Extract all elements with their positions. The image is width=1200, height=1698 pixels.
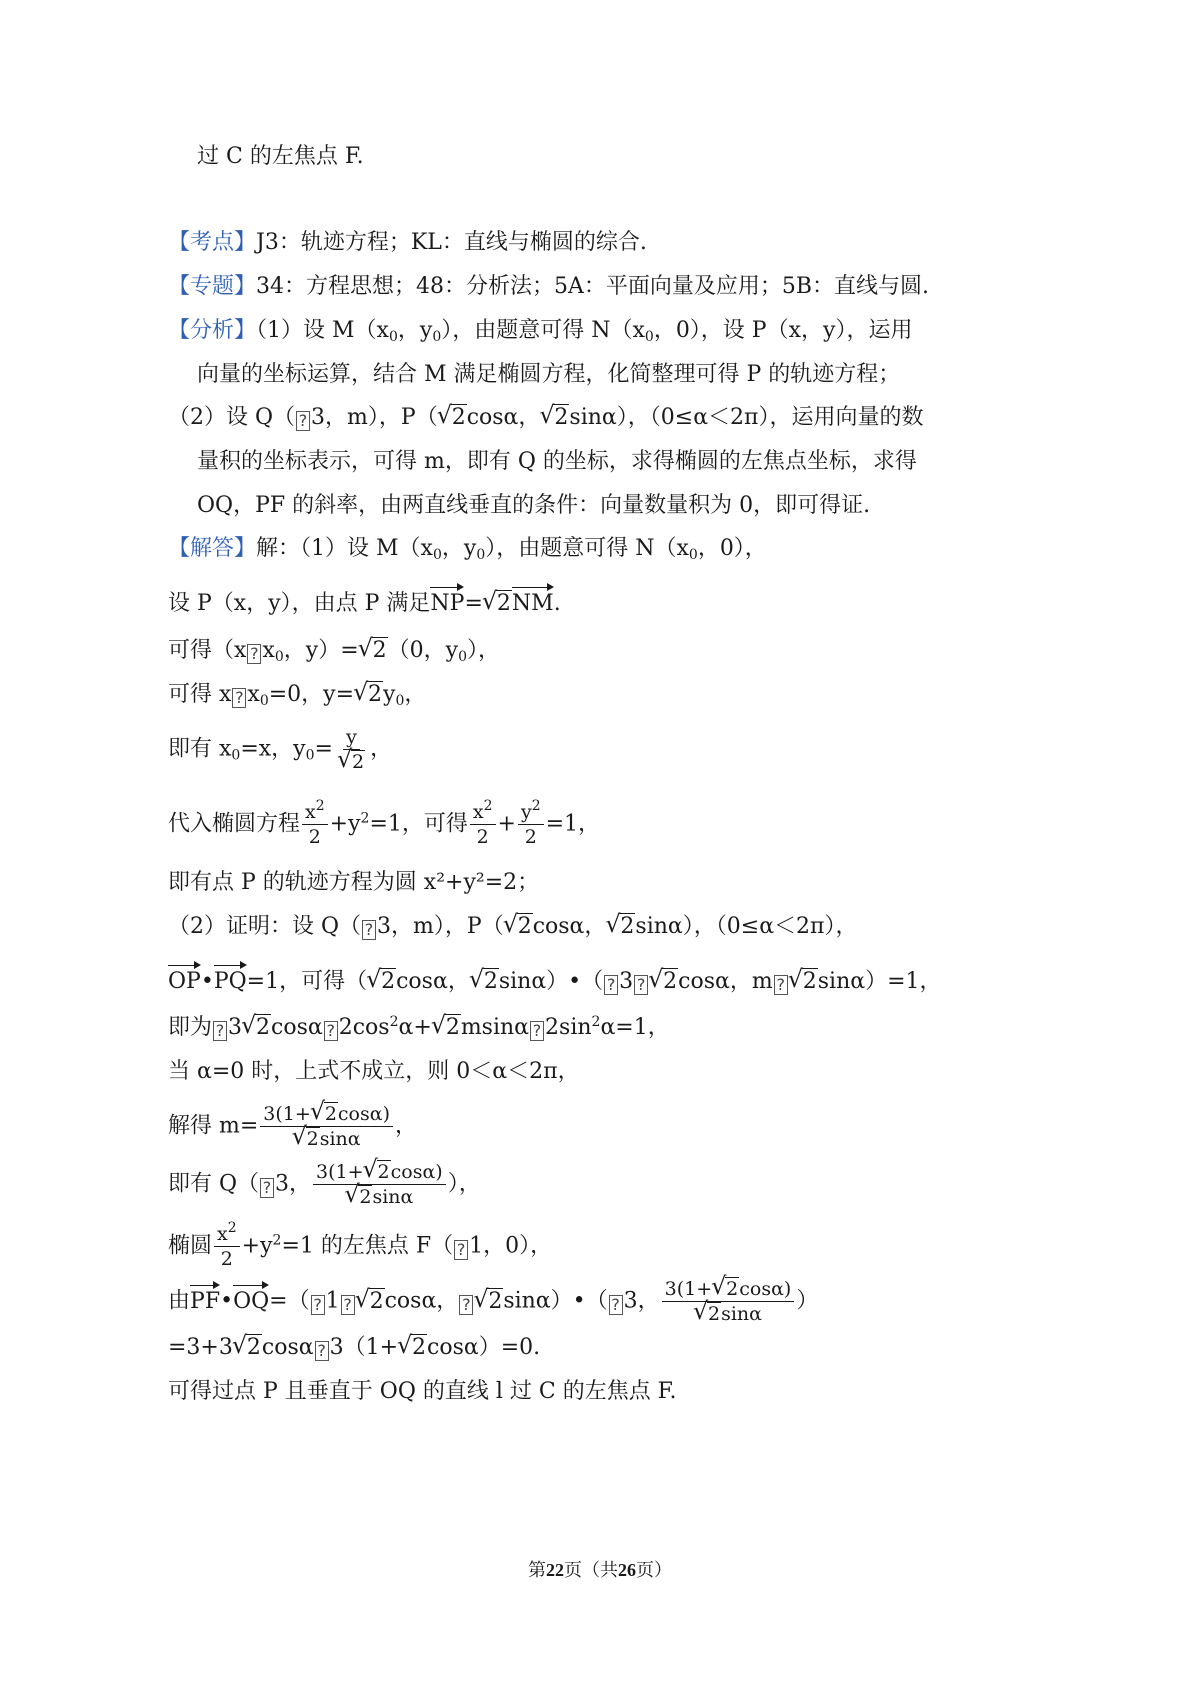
math-line: 代入椭圆方程 $\frac{x^2}{2}$ $+y^2=1$，可得 $\frac{x^2}{2}$ + $\frac{y^2}{2}$ =1， xyxy=(168,798,601,848)
math-line: 可得（x ? $x_0$，y）=√ 2（0，$y_0$）， xyxy=(168,636,500,666)
jieda-line xyxy=(168,534,767,564)
zhuanti-label: 【专题】 xyxy=(168,274,257,299)
fenxi-text: （1）设 $M(x_0$，$y_0$），由题意可得 $N(x_0$，0），设 P（x，y），运用 xyxy=(256,318,913,345)
math-line: 椭圆 $\frac{x^2}{2}$ $+y^2=1$ 的左焦点 F（ ? 1，0）， xyxy=(168,1220,553,1270)
text-line: OQ，PF 的斜率，由两直线垂直的条件：向量数量积为 0，即可得证. xyxy=(197,493,871,518)
math-line: 即为 ? 3√ 2cosα ? $2\cos^2\alpha+√$ 2msinα ? $2\sin^2\alpha=1$， xyxy=(168,1013,670,1043)
math-line: 当 α=0 时，上式不成立，则 0＜α＜2π， xyxy=(168,1059,580,1084)
kaodian-label: 【考点】 xyxy=(168,230,257,255)
text-line: 可得过点 P 且垂直于 OQ 的直线 l 过 C 的左焦点 F. xyxy=(168,1379,677,1404)
kaodian-text: J3：轨迹方程；KL：直线与椭圆的综合. xyxy=(256,230,647,255)
jieda-label: 【解答】 xyxy=(168,536,257,561)
math-line: 解得 m= 3(1+√ 2cosα) √ 2sinα ， xyxy=(168,1102,417,1151)
math-line: OP•PQ=1，可得（√ 2cosα，√ 2sinα）•（ ? 3 ?√ 2cosα，m ?√ 2sinα）=1， xyxy=(168,964,942,997)
math-line: 即有 Q（ ? 3， 3(1+√ 2cosα) √ 2sinα ）， xyxy=(168,1160,481,1209)
math-line: 可得 x ? $x_0=0$，y=√ $2y_0$， xyxy=(168,680,426,710)
kaodian-line xyxy=(168,228,647,258)
page-total: 26 xyxy=(618,1560,636,1580)
text-line: （2）设 Q（ ? 3，m），P（√ 2cosα，√ 2sinα），（0≤α＜2π），运用向量的数 xyxy=(168,403,924,433)
fenxi-line xyxy=(168,316,912,346)
page-footer: 第22页（共26页） xyxy=(528,1560,672,1581)
math-line: （2）证明：设 Q（ ? 3，m），P（√ 2cosα，√ 2sinα），（0≤α＜2π）， xyxy=(168,912,858,942)
text-line: 过 C 的左焦点 F. xyxy=(197,144,364,169)
zhuanti-text: 34：方程思想；48：分析法；5A：平面向量及应用；5B：直线与圆. xyxy=(256,274,930,299)
math-line: 由PF•OQ=（ ? 1 ?√ 2cosα， ?√ 2sinα）•（ ? 3， 3(1+√ 2cosα) √ 2sinα ） xyxy=(168,1277,818,1326)
text-line: 即有点 P 的轨迹方程为圆 x²+y²=2； xyxy=(168,870,540,895)
math-line: =3+3√ 2cosα ? 3（1+√ 2cosα）=0. xyxy=(168,1333,540,1363)
text-line: 向量的坐标运算，结合 M 满足椭圆方程，化简整理可得 P 的轨迹方程； xyxy=(197,362,901,387)
text-line: 量积的坐标表示，可得 m，即有 Q 的坐标，求得椭圆的左焦点坐标，求得 xyxy=(197,449,917,474)
math-line: 设 P（x，y），由点 P 满足NP=√ 2NM. xyxy=(168,586,561,619)
missing-glyph-icon: ? xyxy=(296,411,310,431)
fenxi-label: 【分析】 xyxy=(168,318,257,343)
math-line: 即有 $x_0=x$，$y_0=$ y √ 2 ， xyxy=(168,725,392,774)
jieda-text: 解：（1）设 $M(x_0$，$y_0$），由题意可得 $N(x_0$，0）， xyxy=(256,536,767,563)
zhuanti-line xyxy=(168,272,929,302)
page-number: 22 xyxy=(546,1560,564,1580)
